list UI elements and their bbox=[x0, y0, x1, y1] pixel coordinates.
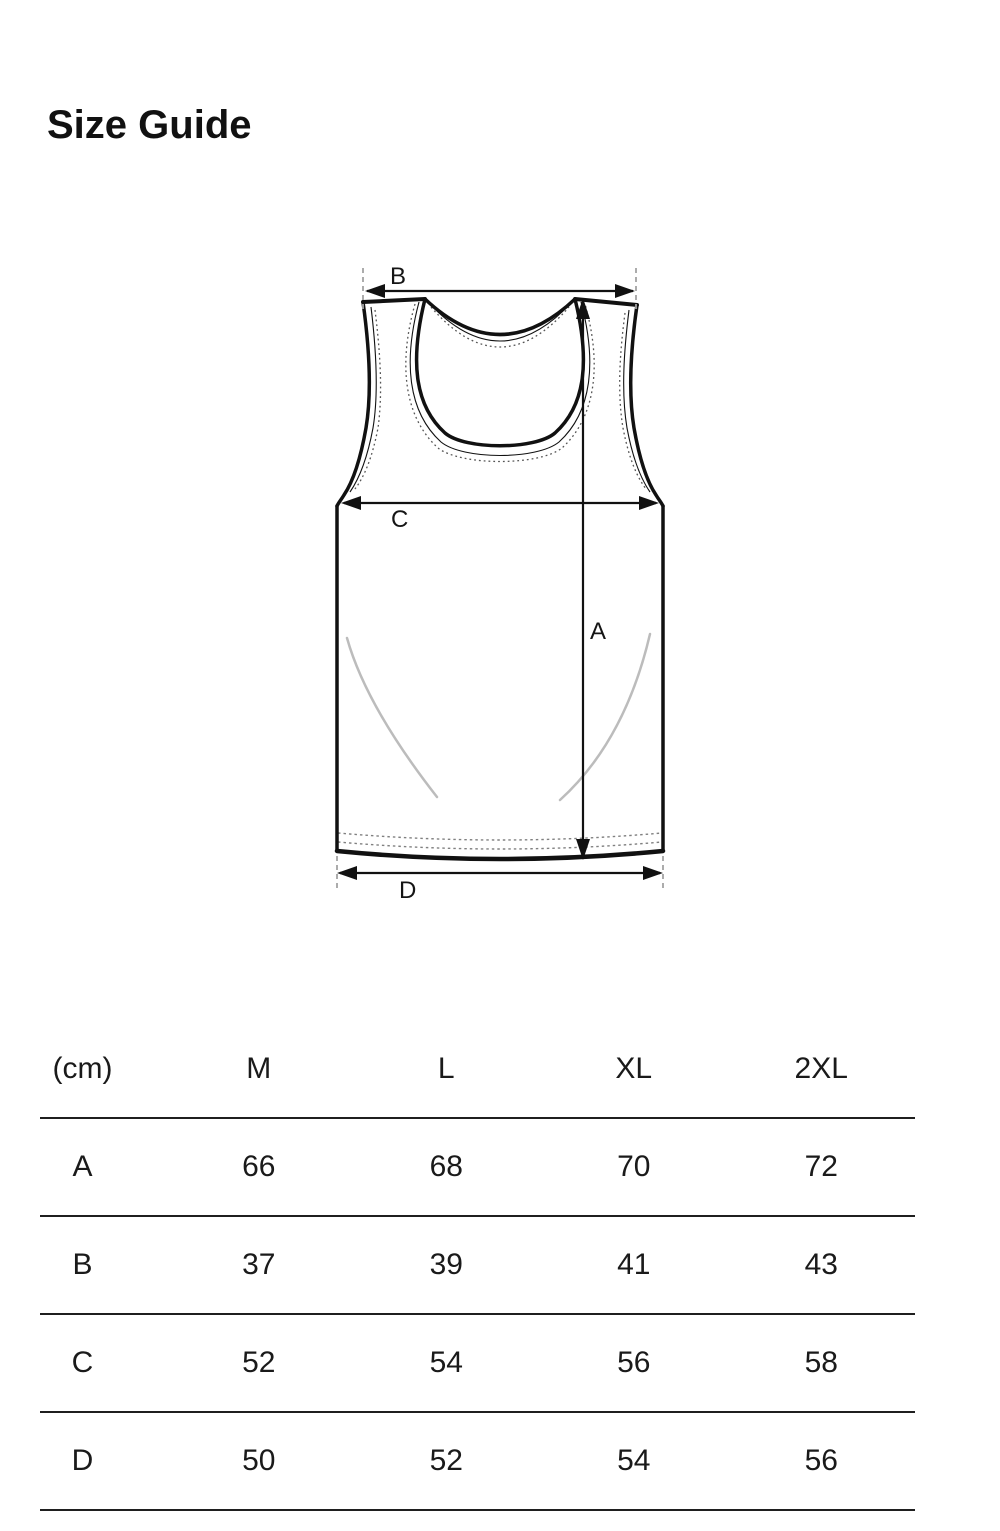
seam-lines bbox=[350, 302, 650, 492]
dimension-arrow-a bbox=[576, 298, 590, 860]
row-label: D bbox=[71, 1444, 94, 1477]
fabric-crease-lines bbox=[347, 634, 650, 800]
size-value-cell: 52 bbox=[429, 1444, 463, 1477]
dim-label-d: D bbox=[399, 877, 417, 904]
size-value-cell: 72 bbox=[804, 1150, 838, 1183]
dim-label-a: A bbox=[590, 618, 607, 645]
page-title: Size Guide bbox=[47, 102, 252, 147]
hem-stitch-lines bbox=[338, 833, 662, 849]
table-divider bbox=[40, 1313, 915, 1315]
column-header-2xl: 2XL bbox=[794, 1052, 848, 1085]
table-row-c bbox=[0, 1314, 915, 1412]
size-value-cell: 50 bbox=[242, 1444, 276, 1477]
size-value-cell: 56 bbox=[804, 1444, 838, 1477]
size-value-cell: 68 bbox=[429, 1150, 463, 1183]
row-label: A bbox=[72, 1150, 93, 1183]
size-value-cell: 54 bbox=[429, 1346, 463, 1379]
table-row-d bbox=[0, 1412, 915, 1510]
tank-top-outline bbox=[337, 299, 663, 859]
unit-header-cell: (cm) bbox=[52, 1052, 113, 1085]
size-value-cell: 39 bbox=[429, 1248, 463, 1281]
size-table bbox=[0, 1020, 915, 1510]
row-label: C bbox=[71, 1346, 94, 1379]
dimension-arrow-c bbox=[341, 496, 659, 510]
stitch-detail-lines bbox=[355, 304, 646, 489]
table-header-row bbox=[0, 1020, 915, 1118]
size-value-cell: 58 bbox=[804, 1346, 838, 1379]
size-diagram bbox=[280, 240, 720, 910]
column-header-m: M bbox=[246, 1052, 272, 1085]
column-header-l: L bbox=[437, 1052, 455, 1085]
size-value-cell: 70 bbox=[617, 1150, 651, 1183]
row-label: B bbox=[72, 1248, 93, 1281]
size-value-cell: 52 bbox=[242, 1346, 276, 1379]
size-value-cell: 43 bbox=[804, 1248, 838, 1281]
size-value-cell: 37 bbox=[242, 1248, 276, 1281]
dim-label-c: C bbox=[391, 506, 409, 533]
size-value-cell: 66 bbox=[242, 1150, 276, 1183]
table-divider bbox=[40, 1411, 915, 1413]
size-value-cell: 56 bbox=[617, 1346, 651, 1379]
table-divider bbox=[40, 1117, 915, 1119]
table-row-a bbox=[0, 1118, 915, 1216]
extension-dash-lines bbox=[337, 268, 663, 892]
dim-label-b: B bbox=[390, 263, 407, 290]
column-header-xl: XL bbox=[615, 1052, 653, 1085]
table-divider bbox=[40, 1215, 915, 1217]
table-row-b bbox=[0, 1216, 915, 1314]
dimension-arrow-d bbox=[337, 866, 663, 880]
size-value-cell: 54 bbox=[617, 1444, 651, 1477]
table-divider bbox=[40, 1509, 915, 1511]
size-value-cell: 41 bbox=[617, 1248, 651, 1281]
